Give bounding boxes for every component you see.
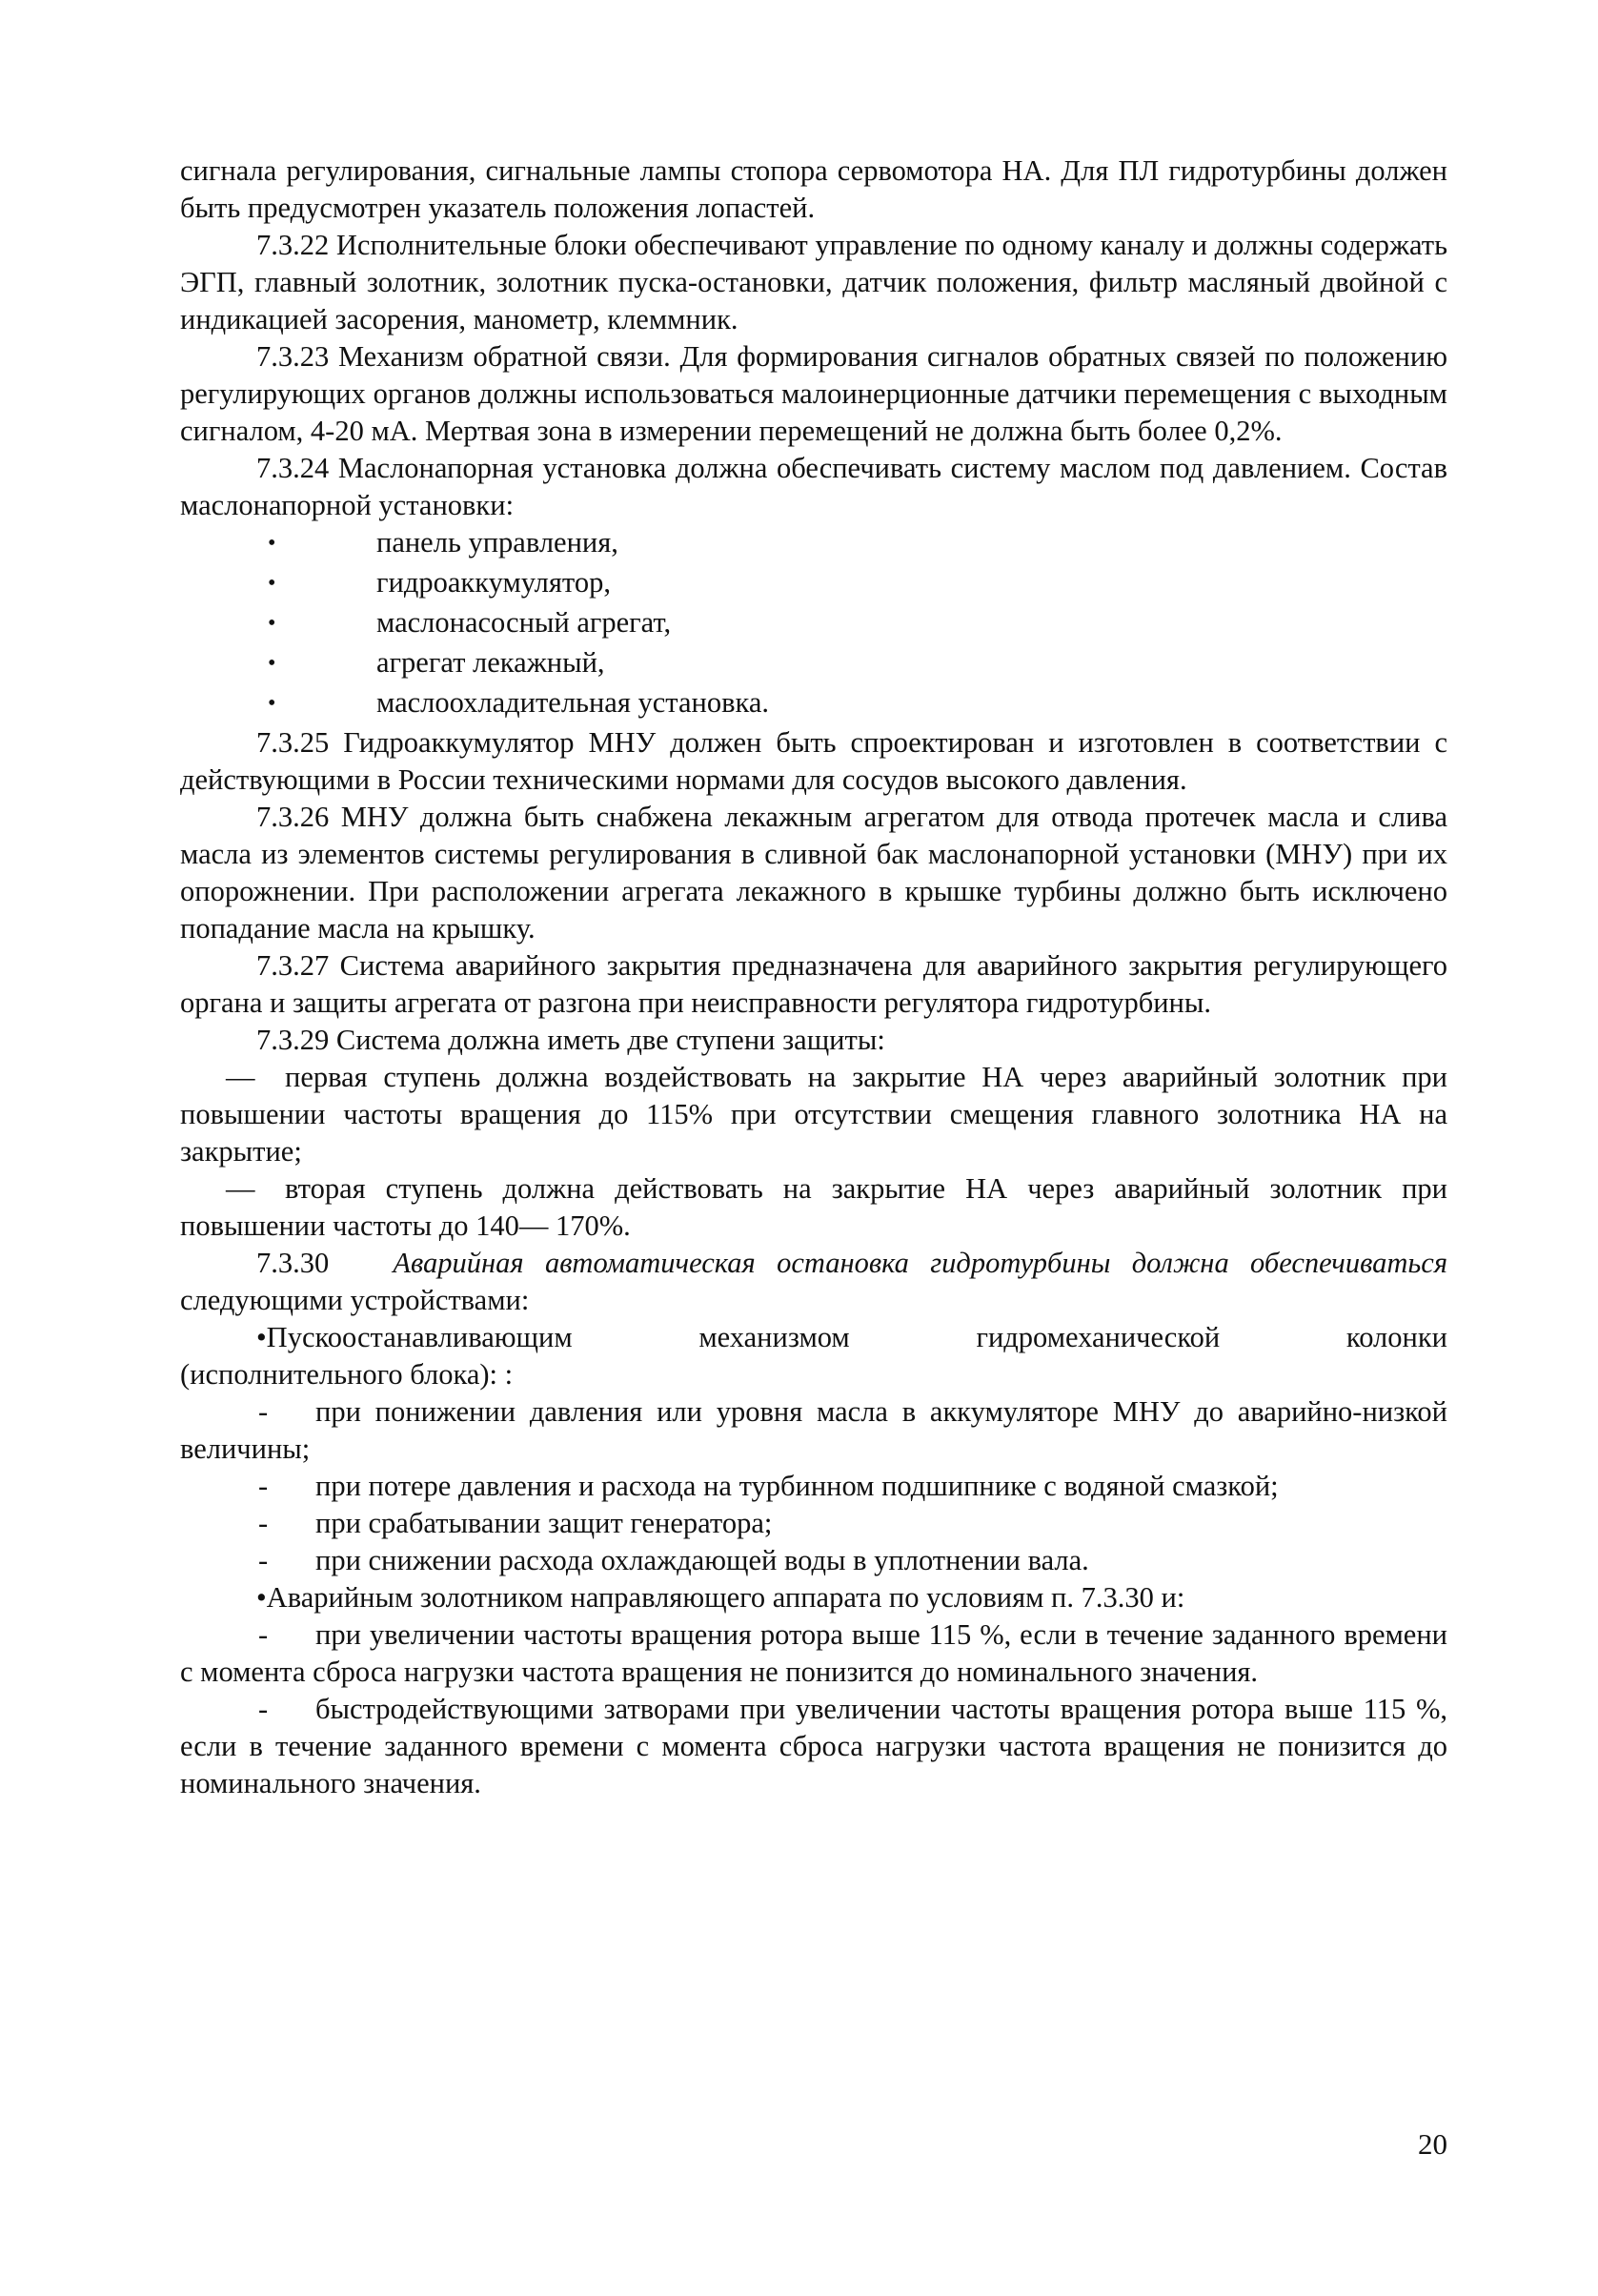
paragraph-7-3-30 (180, 1245, 1447, 1319)
condition-text: при снижении расхода охлаждающей воды в уплотнении вала. (315, 1544, 1089, 1576)
device-2-condition (180, 1691, 1447, 1802)
section-heading-tail: следующими устройствами: (180, 1284, 530, 1316)
paragraph-7-3-26: 7.3.26 МНУ должна быть снабжена лекажным агрегатом для отвода протечек масла и слива масла из элементов системы регулирования в сливной бак маслонапорной установки (МНУ) при их опорожнении. При расположении агрегата лекажного в крышке турбины должно быть исключено попадание масла на крышку. (180, 801, 1447, 945)
list-item (180, 684, 1447, 724)
device-1-heading (180, 1319, 1447, 1356)
paragraph-7-3-25: 7.3.25 Гидроаккумулятор МНУ должен быть спроектирован и изготовлен в соответствии с действующими в России техническими нормами для сосудов высокого давления. (180, 726, 1447, 796)
text-body (180, 152, 1447, 1802)
list-item (180, 644, 1447, 684)
paragraph-7-3-24: 7.3.24 Маслонапорная установка должна обеспечивать систему маслом под давлением. Состав маслонапорной установки: (180, 452, 1447, 521)
device-1-tail: (исполнительного блока): : (180, 1358, 514, 1391)
list-item (180, 524, 1447, 564)
bullet-marker: • (268, 531, 276, 556)
dash-marker: — (226, 1172, 255, 1205)
protection-stage-2 (180, 1170, 1447, 1245)
section-number: 7.3.30 (256, 1247, 330, 1279)
protection-stage-1 (180, 1059, 1447, 1170)
dash-marker: — (226, 1061, 255, 1093)
device-1-word: •Пускоостанавливающим (256, 1321, 573, 1353)
mnu-components-list (180, 524, 1447, 724)
minus-marker: - (258, 1693, 269, 1725)
device-2-condition (180, 1616, 1447, 1691)
list-item-text: панель управления, (376, 526, 618, 559)
device-1-condition (180, 1393, 1447, 1468)
condition-text: при понижении давления или уровня масла в аккумуляторе МНУ до аварийно-низкой величины; (180, 1395, 1447, 1465)
paragraph-7-3-27: 7.3.27 Система аварийного закрытия предназначена для аварийного закрытия регулирующего органа и защиты агрегата от разгона при неисправности регулятора гидротурбины. (180, 949, 1447, 1019)
bullet-marker: • (268, 571, 276, 596)
minus-marker: - (258, 1470, 269, 1502)
paragraph-7-3-23: 7.3.23 Механизм обратной связи. Для формирования сигналов обратных связей по положению регулирующих органов должны использоваться малоинерционные датчики перемещения с выходным сигналом, 4-20 мА. Мертвая зона в измерении перемещений не должна быть более 0,2%. (180, 340, 1447, 447)
list-item (180, 604, 1447, 644)
page-number: 20 (1418, 2127, 1447, 2161)
minus-marker: - (258, 1544, 269, 1576)
device-1 (180, 1319, 1447, 1356)
bullet-marker: • (268, 691, 276, 716)
condition-text: быстродействующими затворами при увеличении частоты вращения ротора выше 115 %, если в течение заданного времени с момента сброса нагрузки частота вращения не понизится до номинального значения. (180, 1693, 1447, 1799)
list-item-text: маслоохладительная установка. (376, 686, 770, 719)
section-heading-italic: Аварийная автоматическая остановка гидротурбины должна обеспечиваться (393, 1247, 1448, 1279)
bullet-marker: • (268, 611, 276, 636)
minus-marker: - (258, 1618, 269, 1651)
device-1-word: гидромеханической (976, 1321, 1221, 1353)
paragraph-intro: сигнала регулирования, сигнальные лампы стопора сервомотора НА. Для ПЛ гидротурбины должен быть предусмотрен указатель положения лопастей. (180, 154, 1447, 224)
device-1-condition (180, 1505, 1447, 1542)
list-item-text: гидроаккумулятор, (376, 566, 611, 599)
protection-stage-text: первая ступень должна воздействовать на закрытие НА через аварийный золотник при повышении частоты вращения до 115% при отсутствии смещения главного золотника НА на закрытие; (180, 1061, 1447, 1168)
list-item-text: агрегат лекажный, (376, 646, 605, 679)
bullet-marker: • (268, 651, 276, 676)
list-item-text: маслонасосный агрегат, (376, 606, 672, 639)
paragraph-7-3-29: 7.3.29 Система должна иметь две ступени защиты: (256, 1024, 885, 1056)
condition-text: при увеличении частоты вращения ротора выше 115 %, если в течение заданного времени с момента сброса нагрузки частота вращения не понизится до номинального значения. (180, 1618, 1447, 1688)
device-1-word: колонки (1345, 1321, 1447, 1353)
device-1-condition (180, 1542, 1447, 1579)
minus-marker: - (258, 1395, 269, 1428)
condition-text: при срабатывании защит генератора; (315, 1507, 773, 1539)
paragraph-7-3-22: 7.3.22 Исполнительные блоки обеспечивают управление по одному каналу и должны содержать ЭГП, главный золотник, золотник пуска-остановки, датчик положения, фильтр масляный двойной с индикацией засорения, манометр, клеммник. (180, 229, 1447, 335)
device-1-condition (180, 1468, 1447, 1505)
condition-text: при потере давления и расхода на турбинном подшипнике с водяной смазкой; (315, 1470, 1279, 1502)
minus-marker: - (258, 1507, 269, 1539)
protection-stage-text: вторая ступень должна действовать на закрытие НА через аварийный золотник при повышении частоты до 140— 170%. (180, 1172, 1447, 1242)
device-1-word: механизмом (698, 1321, 850, 1353)
device-2: •Аварийным золотником направляющего аппарата по условиям п. 7.3.30 и: (256, 1581, 1185, 1614)
list-item (180, 564, 1447, 604)
